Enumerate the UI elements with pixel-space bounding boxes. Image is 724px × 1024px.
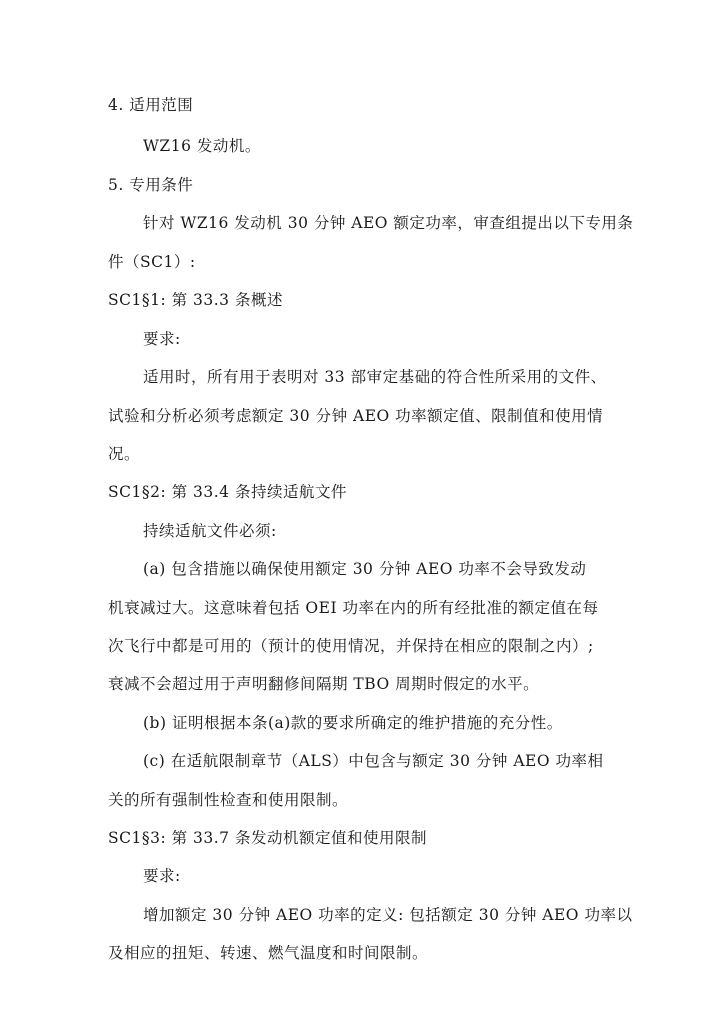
paragraph-line: 机衰减过大。这意味着包括 OEI 功率在内的所有经批准的额定值在每 [108, 599, 599, 617]
paragraph-line: 关的所有强制性检查和使用限制。 [108, 791, 349, 809]
paragraph-line: 适用时，所有用于表明对 33 部审定基础的符合性所采用的文件、 [143, 368, 607, 386]
paragraph-line: 及相应的扭矩、转速、燃气温度和时间限制。 [108, 944, 429, 962]
paragraph-line: 次飞行中都是可用的（预计的使用情况，并保持在相应的限制之内）; [108, 637, 594, 655]
paragraph-line: 试验和分析必须考虑额定 30 分钟 AEO 功率额定值、限制值和使用情 [108, 407, 604, 425]
paragraph-line: 况。 [108, 445, 141, 463]
list-item-c: (c) 在适航限制章节（ALS）中包含与额定 30 分钟 AEO 功率相 [143, 752, 604, 770]
list-item-a: (a) 包含措施以确保使用额定 30 分钟 AEO 功率不会导致发动 [143, 560, 587, 578]
clause-heading-33-3: SC1§1: 第 33.3 条概述 [108, 291, 283, 309]
list-item-b: (b) 证明根据本条(a)款的要求所确定的维护措施的充分性。 [143, 714, 563, 732]
requirement-label: 要求: [143, 330, 181, 348]
clause-heading-33-4: SC1§2: 第 33.4 条持续适航文件 [108, 483, 347, 501]
paragraph-line: 件（SC1）: [108, 253, 196, 271]
paragraph-line: 针对 WZ16 发动机 30 分钟 AEO 额定功率，审查组提出以下专用条 [143, 214, 634, 232]
requirement-label: 持续适航文件必须: [143, 522, 277, 540]
section-heading-special-conditions: 5. 专用条件 [108, 176, 194, 194]
paragraph-line: 衰减不会超过用于声明翻修间隔期 TBO 周期时假定的水平。 [108, 675, 540, 693]
clause-heading-33-7: SC1§3: 第 33.7 条发动机额定值和使用限制 [108, 829, 427, 847]
section-heading-scope: 4. 适用范围 [108, 96, 194, 114]
requirement-label: 要求: [143, 867, 181, 885]
paragraph-line: 增加额定 30 分钟 AEO 功率的定义: 包括额定 30 分钟 AEO 功率以 [143, 906, 633, 924]
scope-text: WZ16 发动机。 [143, 137, 261, 155]
